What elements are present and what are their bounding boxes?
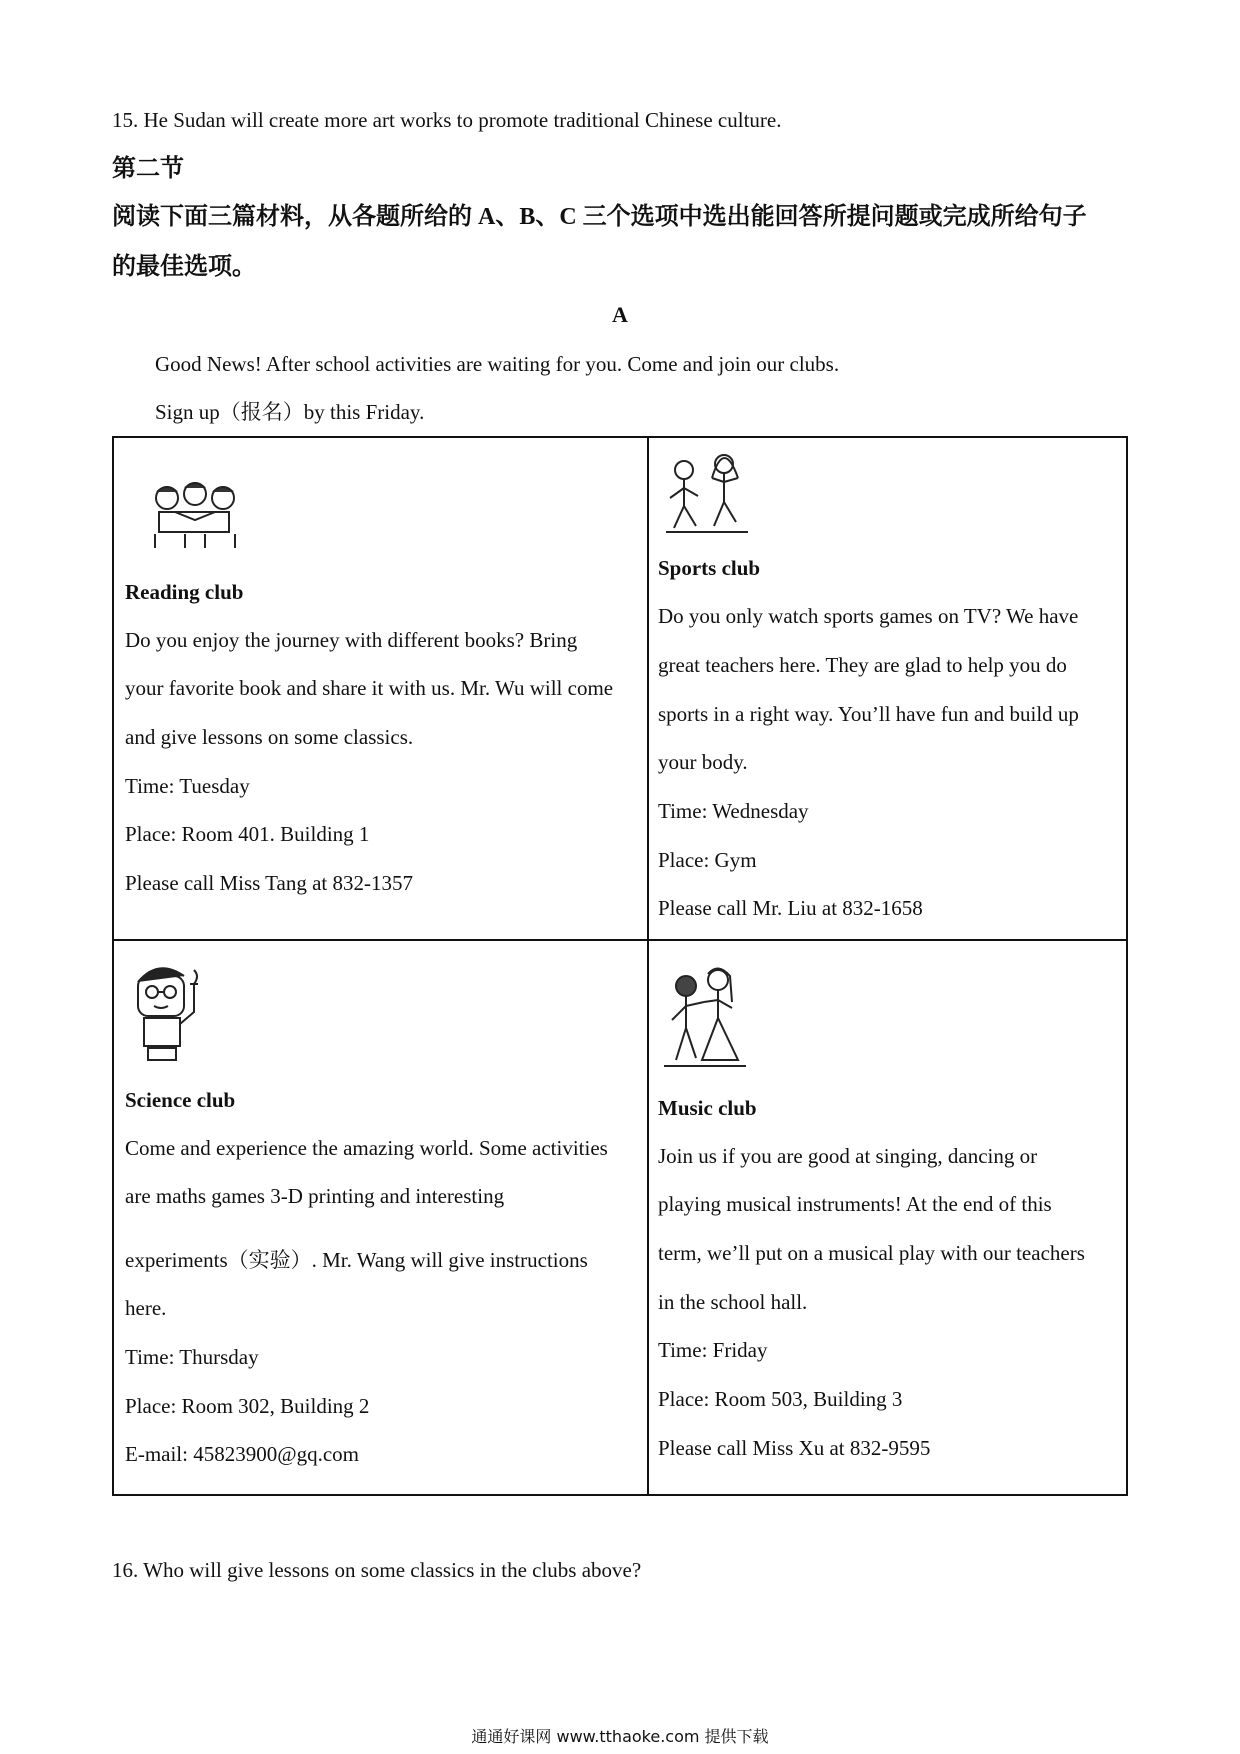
club-desc-line: your favorite book and share it with us. Mr. Wu will come [125, 676, 614, 700]
club-desc-line: are maths games 3-D printing and interesting [125, 1184, 505, 1208]
question-15: 15. He Sudan will create more art works to promote traditional Chinese culture. [112, 108, 782, 132]
reading-children-illustration [145, 478, 245, 550]
club-desc-line: Join us if you are good at singing, dancing or [658, 1144, 1038, 1168]
music-dancers-illustration [658, 962, 750, 1072]
club-desc-line: playing musical instruments! At the end of this [658, 1192, 1052, 1216]
club-contact: Please call Miss Tang at 832-1357 [125, 871, 414, 895]
table-horizontal-divider [112, 939, 1128, 941]
club-time: Time: Wednesday [658, 799, 809, 823]
club-title-sports: Sports club [658, 556, 761, 580]
intro-line-2: Sign up（报名）by this Friday. [155, 400, 425, 424]
club-place: Place: Room 401. Building 1 [125, 822, 370, 846]
passage-label: A [612, 302, 628, 327]
instructions-line-2: 的最佳选项。 [112, 254, 256, 280]
club-place: Place: Room 302, Building 2 [125, 1394, 370, 1418]
club-contact: E-mail: 45823900@gq.com [125, 1442, 359, 1466]
club-place: Place: Room 503, Building 3 [658, 1387, 903, 1411]
club-desc-line: in the school hall. [658, 1290, 808, 1314]
section-title: 第二节 [112, 156, 184, 182]
club-desc-line: Come and experience the amazing world. Some activities [125, 1136, 608, 1160]
club-desc-line: experiments（实验）. Mr. Wang will give instructions [125, 1248, 588, 1272]
club-title-reading: Reading club [125, 580, 244, 604]
club-desc-line: great teachers here. They are glad to help you do [658, 653, 1067, 677]
club-time: Time: Friday [658, 1338, 768, 1362]
club-desc-line: Do you only watch sports games on TV? We have [658, 604, 1079, 628]
club-desc-line: your body. [658, 750, 748, 774]
club-desc-line: sports in a right way. You’ll have fun and build up [658, 702, 1079, 726]
club-desc-line: term, we’ll put on a musical play with our teachers [658, 1241, 1085, 1265]
club-contact: Please call Miss Xu at 832-9595 [658, 1436, 931, 1460]
club-place: Place: Gym [658, 848, 757, 872]
intro-line-1: Good News! After school activities are waiting for you. Come and join our clubs. [155, 352, 840, 376]
club-contact: Please call Mr. Liu at 832-1658 [658, 896, 923, 920]
club-title-science: Science club [125, 1088, 236, 1112]
club-title-music: Music club [658, 1096, 757, 1120]
club-desc-line: here. [125, 1296, 167, 1320]
table-vertical-divider [647, 436, 649, 1496]
club-desc-line: Do you enjoy the journey with different books? Bring [125, 628, 578, 652]
sports-rope-skipping-illustration [658, 448, 754, 538]
instructions-line-1: 阅读下面三篇材料，从各题所给的 A、B、C 三个选项中选出能回答所提问题或完成所给句子 [112, 204, 1087, 230]
club-time: Time: Thursday [125, 1345, 259, 1369]
page-footer: 通通好课网 www.tthaoke.com 提供下载 [471, 1727, 769, 1746]
club-time: Time: Tuesday [125, 774, 250, 798]
clubs-table [112, 436, 1128, 1496]
question-16: 16. Who will give lessons on some classics in the clubs above? [112, 1558, 642, 1582]
club-desc-line: and give lessons on some classics. [125, 725, 414, 749]
science-boy-illustration [128, 958, 214, 1062]
